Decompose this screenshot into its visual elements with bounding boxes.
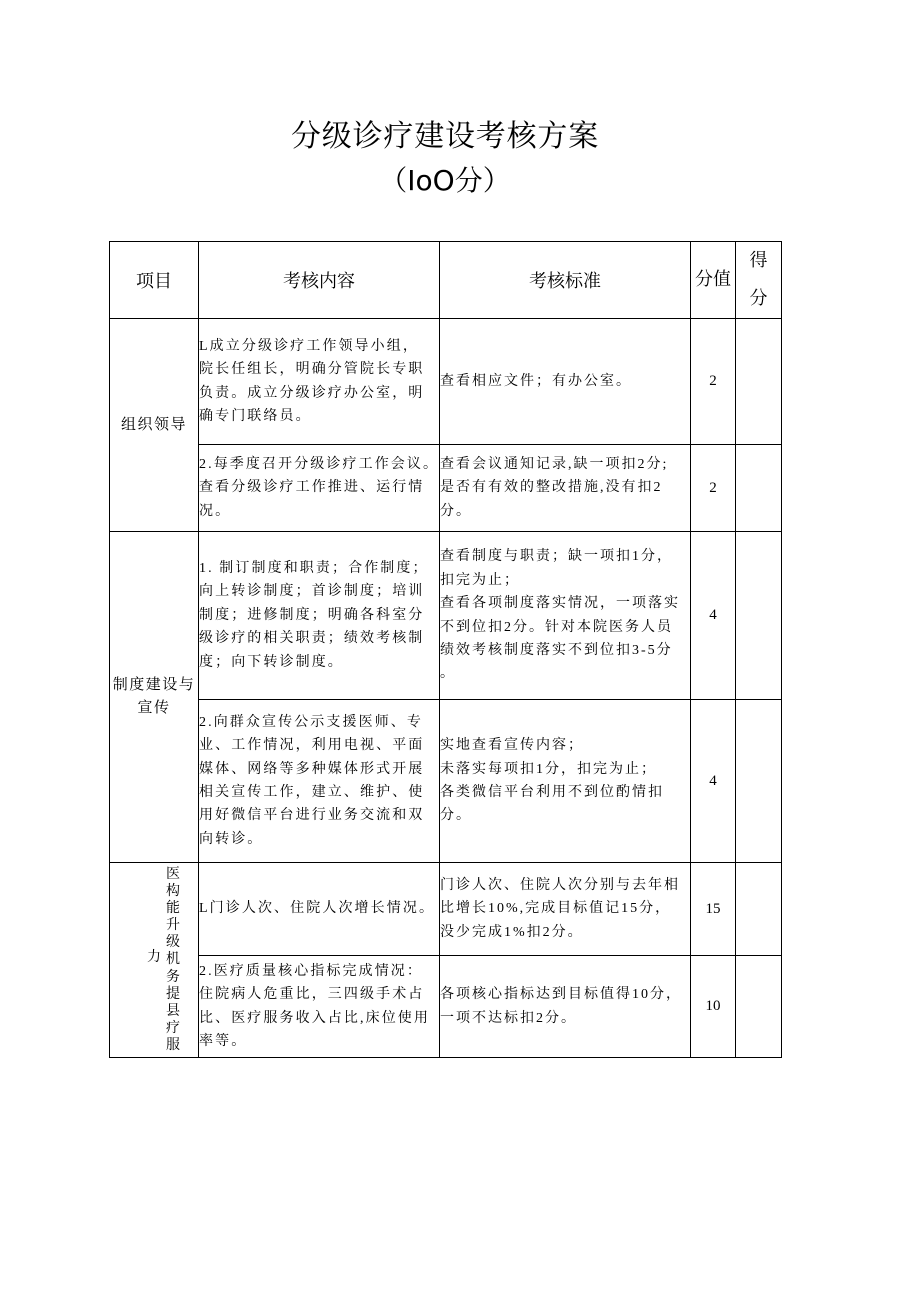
content-cell xyxy=(199,319,440,445)
standard-line: 各类微信平台利用不到位酌情扣 xyxy=(440,785,664,800)
got-score-cell xyxy=(736,956,782,1058)
group-vertical-char: 服 xyxy=(166,1037,180,1053)
standard-line: 各项核心指标达到目标值得10分， xyxy=(440,987,682,1003)
score-value: 2 xyxy=(709,373,717,389)
content-line: 负责。成立分级诊疗办公室，明 xyxy=(199,385,425,401)
standard-line: 分。 xyxy=(440,503,472,519)
score-value-cell xyxy=(691,445,736,532)
content-cell xyxy=(199,956,440,1058)
content-cell xyxy=(199,532,440,700)
standard-cell xyxy=(440,319,691,445)
content-line: 业、工作情况，利用电视、平面 xyxy=(199,738,425,754)
table-row xyxy=(110,700,782,863)
content-line: 2.向群众宣传公示支援医师、专 xyxy=(199,714,423,730)
group-vertical-char: 提 xyxy=(166,986,180,1002)
content-line: 比、医疗服务收入占比,床位使用 xyxy=(199,1010,430,1026)
header-score-got-line-2: 分 xyxy=(749,288,768,309)
standard-line: 扣完为止； xyxy=(440,572,520,588)
standard-line: 一项不达标扣2分。 xyxy=(440,1010,577,1026)
standard-cell xyxy=(440,445,691,532)
group-label: 制度建设与 xyxy=(112,677,196,693)
score-value: 4 xyxy=(709,772,717,789)
standard-line: 比增长10%,完成目标值记15分， xyxy=(440,901,672,917)
standard-line: 查看会议通知记录,缺一项扣2分; xyxy=(440,456,669,472)
content-line: L门诊人次、住院人次增长情况。 xyxy=(199,901,436,917)
header-standard: 考核标准 xyxy=(440,242,691,319)
group-vertical-char: 医 xyxy=(166,867,180,882)
header-score-got-line-1: 得 xyxy=(749,250,768,271)
got-score-cell xyxy=(736,445,782,532)
content-line: 1. 制订制度和职责；合作制度； xyxy=(199,560,429,576)
score-value: 2 xyxy=(709,479,717,496)
standard-cell xyxy=(440,863,691,956)
content-line: 向转诊。 xyxy=(199,831,264,847)
header-item: 项目 xyxy=(110,242,199,319)
content-line: 况。 xyxy=(199,503,232,519)
content-line: 媒体、网络等多种媒体形式开展 xyxy=(199,761,425,777)
table-row xyxy=(110,532,782,700)
standard-line: 绩效考核制度落实不到位扣3-5分 xyxy=(440,642,673,658)
content-line: 2.医疗质量核心指标完成情况： xyxy=(199,963,423,979)
standard-line: 没少完成1%扣2分。 xyxy=(440,924,584,940)
content-cell xyxy=(199,863,440,956)
content-line: 确专门联络员。 xyxy=(199,408,312,424)
group-label: 宣传 xyxy=(137,700,171,716)
document-subtitle: （IoO分） xyxy=(379,164,511,197)
content-cell xyxy=(199,700,440,863)
header-row xyxy=(110,242,782,319)
got-score-cell xyxy=(736,700,782,863)
standard-line: 实地查看宣传内容； xyxy=(440,738,584,754)
standard-line: 分。 xyxy=(440,808,472,824)
content-line: 住院病人危重比，三四级手术占 xyxy=(199,987,425,1003)
score-value: 4 xyxy=(709,607,717,623)
content-line: 相关宣传工作，建立、维护、使 xyxy=(199,785,425,800)
score-value-cell xyxy=(691,863,736,956)
content-line: 级诊疗的相关职责；绩效考核制 xyxy=(199,631,425,647)
content-line: 院长任组长，明确分管院长专职 xyxy=(199,362,425,378)
standard-line: 查看相应文件；有办公室。 xyxy=(440,373,632,389)
assessment-table xyxy=(109,241,782,1058)
table-row xyxy=(110,445,782,532)
got-score-cell xyxy=(736,319,782,445)
score-value-cell xyxy=(691,700,736,863)
content-line: 查看分级诊疗工作推进、运行情 xyxy=(199,480,425,496)
content-line: 率等。 xyxy=(199,1033,248,1049)
group-vertical-char: 升 xyxy=(166,918,180,934)
got-score-cell xyxy=(736,532,782,700)
table-row xyxy=(110,863,782,956)
content-line: 度；向下转诊制度。 xyxy=(199,654,344,670)
group-vertical-char: 疗 xyxy=(166,1020,180,1036)
group-vertical-char: 级 xyxy=(166,935,180,951)
content-line: 制度；进修制度；明确各科室分 xyxy=(199,607,425,623)
group-cell-system-publicity xyxy=(110,532,199,863)
group-vertical-char: 县 xyxy=(166,1003,180,1019)
content-cell xyxy=(199,445,440,532)
group-cell-medical-service xyxy=(110,863,199,1058)
header-score-value xyxy=(691,242,736,319)
document-title: 分级诊疗建设考核方案 xyxy=(291,119,599,154)
standard-line: 不到位扣2分。针对本院医务人员 xyxy=(440,619,673,635)
content-line: 向上转诊制度；首诊制度；培训 xyxy=(199,584,425,600)
score-value-cell xyxy=(691,319,736,445)
standard-cell xyxy=(440,532,691,700)
standard-cell xyxy=(440,700,691,863)
group-vertical-char: 构 xyxy=(166,884,180,900)
header-score-value-label: 分值 xyxy=(695,268,731,290)
table-row xyxy=(110,956,782,1058)
group-cell-organization xyxy=(110,319,199,532)
standard-line: 未落实每项扣1分，扣完为止； xyxy=(440,761,657,777)
header-score-got xyxy=(736,242,782,319)
group-side-char: 力 xyxy=(147,950,161,965)
content-line: L成立分级诊疗工作领导小组， xyxy=(199,338,419,354)
group-label: 组织领导 xyxy=(120,416,187,433)
standard-line: 是否有有效的整改措施,没有扣2 xyxy=(440,480,663,496)
content-line: 用好微信平台进行业务交流和双 xyxy=(199,808,425,824)
score-value-cell xyxy=(691,532,736,700)
standard-line: 。 xyxy=(440,666,456,682)
group-vertical-char: 机 xyxy=(166,952,180,968)
group-vertical-char: 务 xyxy=(166,969,180,985)
standard-line: 门诊人次、住院人次分别与去年相 xyxy=(440,877,680,893)
score-value: 15 xyxy=(705,900,721,917)
got-score-cell xyxy=(736,863,782,956)
score-value: 10 xyxy=(705,998,721,1014)
score-value-cell xyxy=(691,956,736,1058)
header-content: 考核内容 xyxy=(199,242,440,319)
standard-line: 查看各项制度落实情况，一项落实 xyxy=(440,596,680,612)
standard-line: 查看制度与职责；缺一项扣1分， xyxy=(440,549,673,565)
standard-cell xyxy=(440,956,691,1058)
group-vertical-char: 能 xyxy=(166,901,180,917)
group-vertical-label xyxy=(165,866,181,1054)
content-line: 2.每季度召开分级诊疗工作会议。 xyxy=(199,456,440,472)
table-row xyxy=(110,319,782,445)
